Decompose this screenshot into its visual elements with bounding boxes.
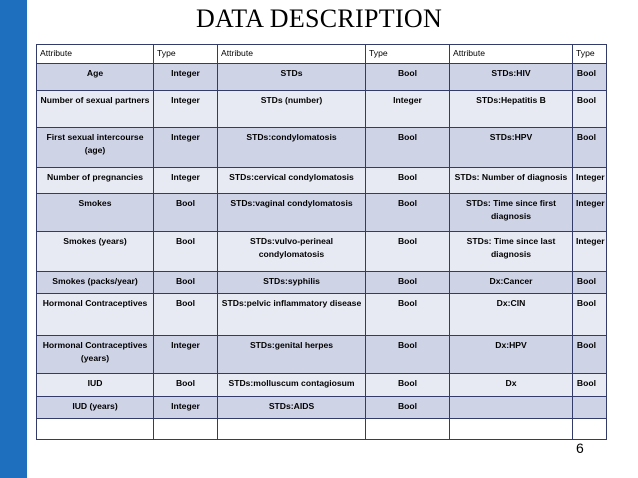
type-cell: Bool	[366, 128, 450, 168]
type-cell: Bool	[573, 91, 607, 128]
attribute-cell: STDs:genital herpes	[218, 336, 366, 374]
attribute-cell: STDs:AIDS	[218, 397, 366, 419]
column-header: Attribute	[37, 45, 154, 64]
attribute-cell: Hormonal Contraceptives (years)	[37, 336, 154, 374]
attribute-cell: Dx:HPV	[450, 336, 573, 374]
table-row	[37, 419, 607, 440]
type-cell: Bool	[154, 294, 218, 336]
type-cell: Bool	[154, 374, 218, 397]
empty-cell	[366, 419, 450, 440]
attribute-cell: STDs:HIV	[450, 64, 573, 91]
attribute-cell: Number of sexual partners	[37, 91, 154, 128]
table-row	[37, 374, 607, 397]
type-cell: Bool	[573, 294, 607, 336]
attribute-cell	[450, 397, 573, 419]
attribute-cell: Dx	[450, 374, 573, 397]
attribute-cell: STDs: Time since first diagnosis	[450, 194, 573, 232]
table-row	[37, 397, 607, 419]
type-cell: Bool	[573, 374, 607, 397]
table-row	[37, 272, 607, 294]
type-cell: Integer	[573, 194, 607, 232]
attribute-cell: STDs:condylomatosis	[218, 128, 366, 168]
type-cell: Bool	[573, 64, 607, 91]
attribute-cell: STDs:HPV	[450, 128, 573, 168]
attribute-cell: STDs:cervical condylomatosis	[218, 168, 366, 194]
type-cell	[573, 397, 607, 419]
column-header: Type	[154, 45, 218, 64]
type-cell: Bool	[573, 336, 607, 374]
column-header: Type	[573, 45, 607, 64]
data-description-table	[36, 44, 607, 440]
type-cell: Integer	[154, 64, 218, 91]
column-header: Type	[366, 45, 450, 64]
table-row	[37, 336, 607, 374]
type-cell: Integer	[154, 168, 218, 194]
attribute-cell: STDs:Hepatitis B	[450, 91, 573, 128]
type-cell: Bool	[366, 194, 450, 232]
attribute-cell: STDs:molluscum contagiosum	[218, 374, 366, 397]
type-cell: Bool	[154, 194, 218, 232]
type-cell: Integer	[154, 336, 218, 374]
empty-cell	[218, 419, 366, 440]
slide-title: DATA DESCRIPTION	[195, 4, 443, 33]
column-header: Attribute	[218, 45, 366, 64]
type-cell: Bool	[154, 232, 218, 272]
type-cell: Bool	[366, 272, 450, 294]
type-cell: Integer	[154, 128, 218, 168]
page-number: 6	[576, 440, 584, 456]
empty-cell	[154, 419, 218, 440]
type-cell: Bool	[366, 64, 450, 91]
attribute-cell: Smokes (packs/year)	[37, 272, 154, 294]
attribute-cell: STDs (number)	[218, 91, 366, 128]
attribute-cell: Hormonal Contraceptives	[37, 294, 154, 336]
type-cell: Bool	[366, 397, 450, 419]
empty-cell	[37, 419, 154, 440]
attribute-cell: STDs:syphilis	[218, 272, 366, 294]
type-cell: Bool	[573, 272, 607, 294]
type-cell: Bool	[573, 128, 607, 168]
attribute-cell: Smokes (years)	[37, 232, 154, 272]
empty-cell	[573, 419, 607, 440]
type-cell: Integer	[573, 232, 607, 272]
type-cell: Bool	[366, 336, 450, 374]
side-accent-bar	[0, 0, 27, 478]
table-row	[37, 64, 607, 91]
type-cell: Bool	[366, 168, 450, 194]
attribute-cell: STDs: Number of diagnosis	[450, 168, 573, 194]
table-header-row	[37, 45, 607, 64]
table-row	[37, 194, 607, 232]
attribute-cell: Dx:CIN	[450, 294, 573, 336]
attribute-cell: IUD (years)	[37, 397, 154, 419]
type-cell: Bool	[366, 294, 450, 336]
attribute-cell: STDs: Time since last diagnosis	[450, 232, 573, 272]
type-cell: Integer	[154, 91, 218, 128]
attribute-cell: First sexual intercourse (age)	[37, 128, 154, 168]
table-row	[37, 91, 607, 128]
attribute-cell: Dx:Cancer	[450, 272, 573, 294]
type-cell: Bool	[154, 272, 218, 294]
attribute-cell: STDs	[218, 64, 366, 91]
attribute-cell: STDs:pelvic inflammatory disease	[218, 294, 366, 336]
type-cell: Integer	[573, 168, 607, 194]
attribute-cell: STDs:vulvo-perineal condylomatosis	[218, 232, 366, 272]
type-cell: Integer	[366, 91, 450, 128]
type-cell: Bool	[366, 374, 450, 397]
column-header: Attribute	[450, 45, 573, 64]
attribute-cell: STDs:vaginal condylomatosis	[218, 194, 366, 232]
table-row	[37, 168, 607, 194]
attribute-cell: Smokes	[37, 194, 154, 232]
table-row	[37, 232, 607, 272]
empty-cell	[450, 419, 573, 440]
attribute-cell: Number of pregnancies	[37, 168, 154, 194]
table-row	[37, 128, 607, 168]
type-cell: Bool	[366, 232, 450, 272]
type-cell: Integer	[154, 397, 218, 419]
table-row	[37, 294, 607, 336]
attribute-cell: Age	[37, 64, 154, 91]
attribute-cell: IUD	[37, 374, 154, 397]
